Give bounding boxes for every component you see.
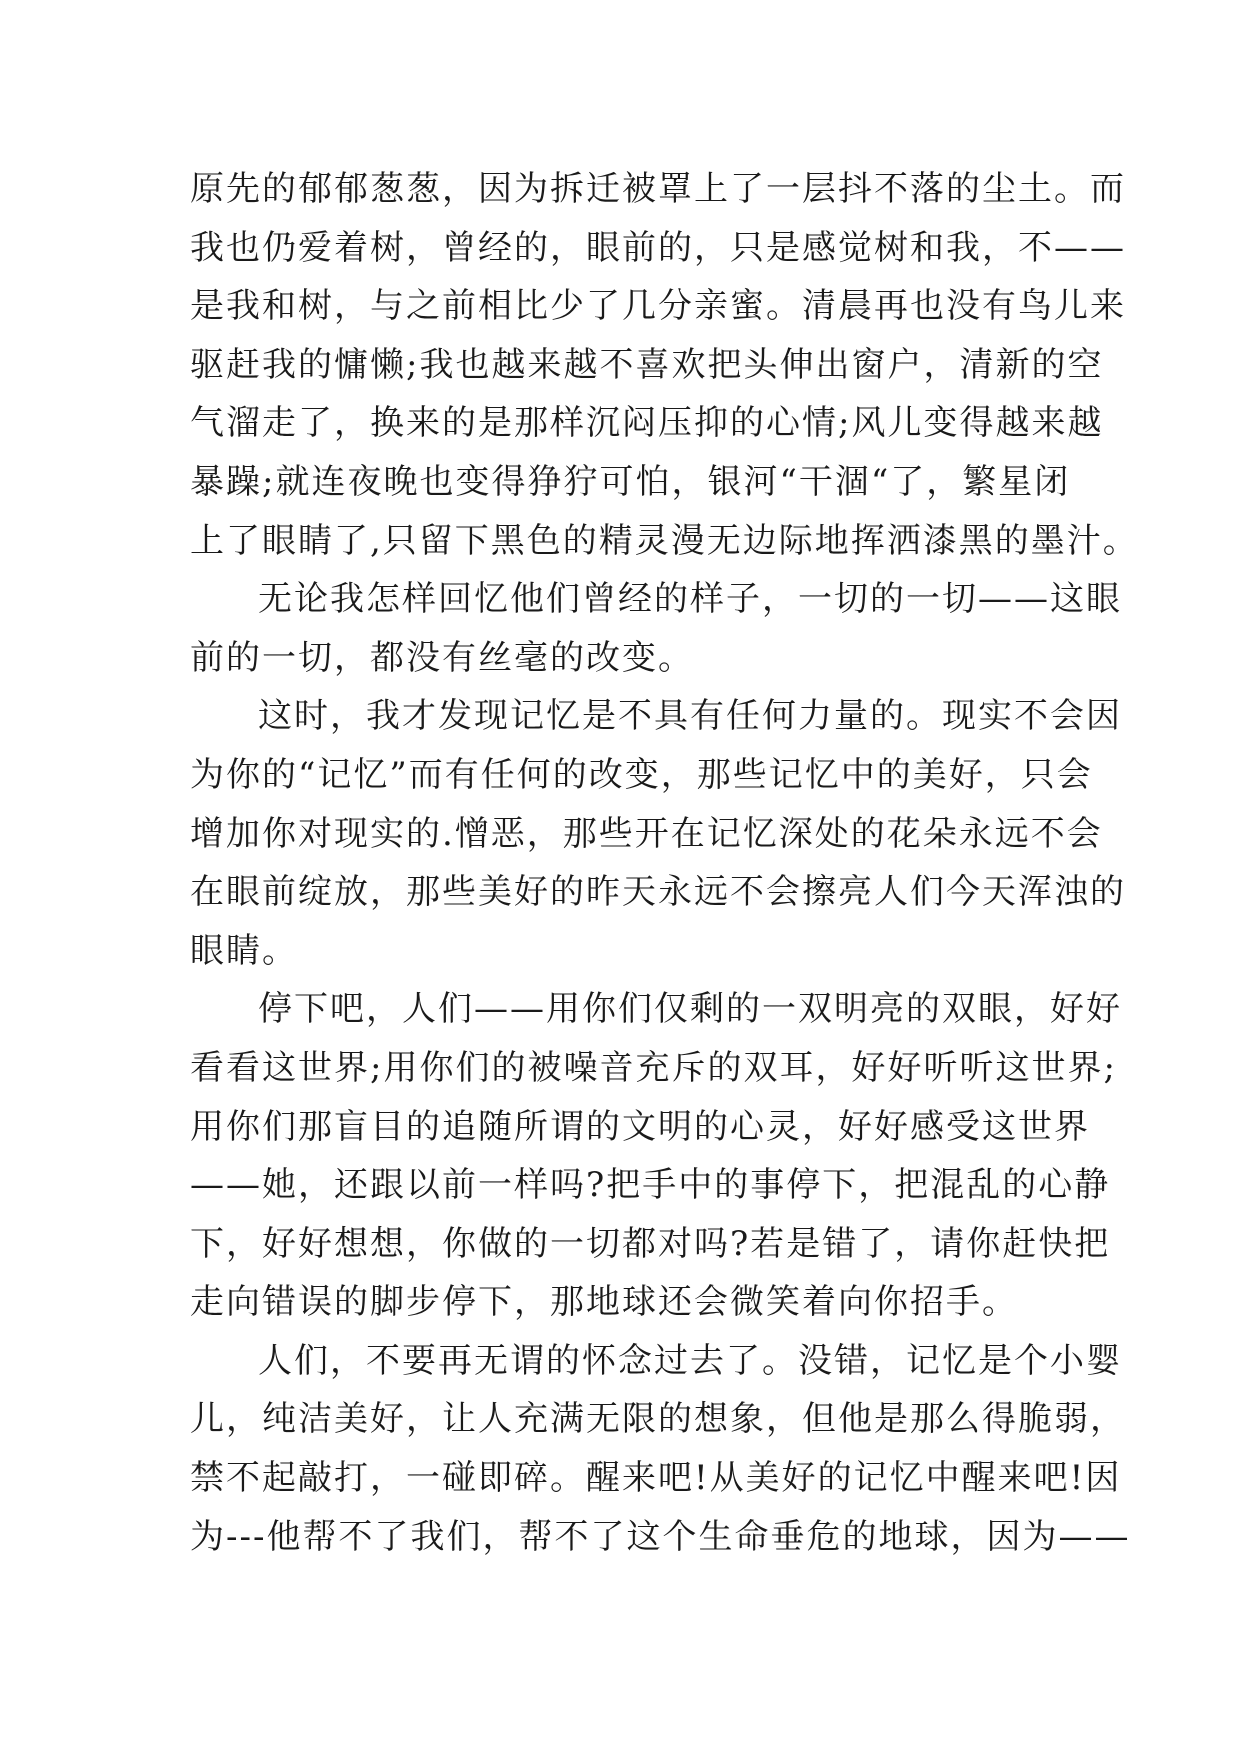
- text-line: 上了眼睛了,只留下黑色的精灵漫无边际地挥洒漆黑的墨汁。: [190, 520, 1139, 561]
- paragraph-first-line: 人们，不要再无谓的怀念过去了。没错，记忆是个小婴: [258, 1340, 1122, 1381]
- text-line: 禁不起敲打，一碰即碎。醒来吧!从美好的记忆中醒来吧!因: [190, 1458, 1122, 1499]
- paragraph-first-line: 停下吧，人们——用你们仅剩的一双明亮的双眼，好好: [258, 989, 1122, 1030]
- text-line: 增加你对现实的.憎恶，那些开在记忆深处的花朵永远不会: [190, 813, 1103, 854]
- text-line: 用你们那盲目的追随所谓的文明的心灵，好好感受这世界: [190, 1106, 1090, 1147]
- document-body: [190, 160, 1139, 1566]
- text-line: 前的一切，都没有丝毫的改变。: [190, 637, 694, 678]
- text-line: 为你的“记忆”而有任何的改变，那些记忆中的美好，只会: [190, 754, 1093, 795]
- text-line: 气溜走了，换来的是那样沉闷压抑的心情;风儿变得越来越: [190, 403, 1104, 444]
- text-line: 为---他帮不了我们，帮不了这个生命垂危的地球，因为——: [190, 1516, 1131, 1557]
- text-line: 看看这世界;用你们的被噪音充斥的双耳，好好听听这世界;: [190, 1047, 1117, 1088]
- paragraph-first-line: 无论我怎样回忆他们曾经的样子，一切的一切——这眼: [258, 579, 1122, 620]
- text-line: 暴躁;就连夜晚也变得狰狞可怕，银河“干涸“了，繁星闭: [190, 461, 1071, 502]
- text-line: 是我和树，与之前相比少了几分亲蜜。清晨再也没有鸟儿来: [190, 286, 1126, 327]
- text-line: 在眼前绽放，那些美好的昨天永远不会擦亮人们今天浑浊的: [190, 872, 1126, 913]
- paragraph-first-line: 这时，我才发现记忆是不具有任何力量的。现实不会因: [258, 696, 1122, 737]
- text-line: 走向错误的脚步停下，那地球还会微笑着向你招手。: [190, 1282, 1018, 1323]
- text-line: 儿，纯洁美好，让人充满无限的想象，但他是那么得脆弱，: [190, 1399, 1126, 1440]
- text-line: ——她，还跟以前一样吗?把手中的事停下，把混乱的心静: [190, 1165, 1111, 1206]
- text-line: 我也仍爱着树，曾经的，眼前的，只是感觉树和我，不——: [190, 227, 1126, 268]
- text-line: 原先的郁郁葱葱，因为拆迁被罩上了一层抖不落的尘土。而: [190, 169, 1126, 209]
- text-line: 驱赶我的慵懒;我也越来越不喜欢把头伸出窗户，清新的空: [190, 344, 1104, 385]
- text-line: 下，好好想想，你做的一切都对吗?若是错了，请你赶快把: [190, 1223, 1111, 1264]
- text-line: 眼睛。: [190, 930, 298, 971]
